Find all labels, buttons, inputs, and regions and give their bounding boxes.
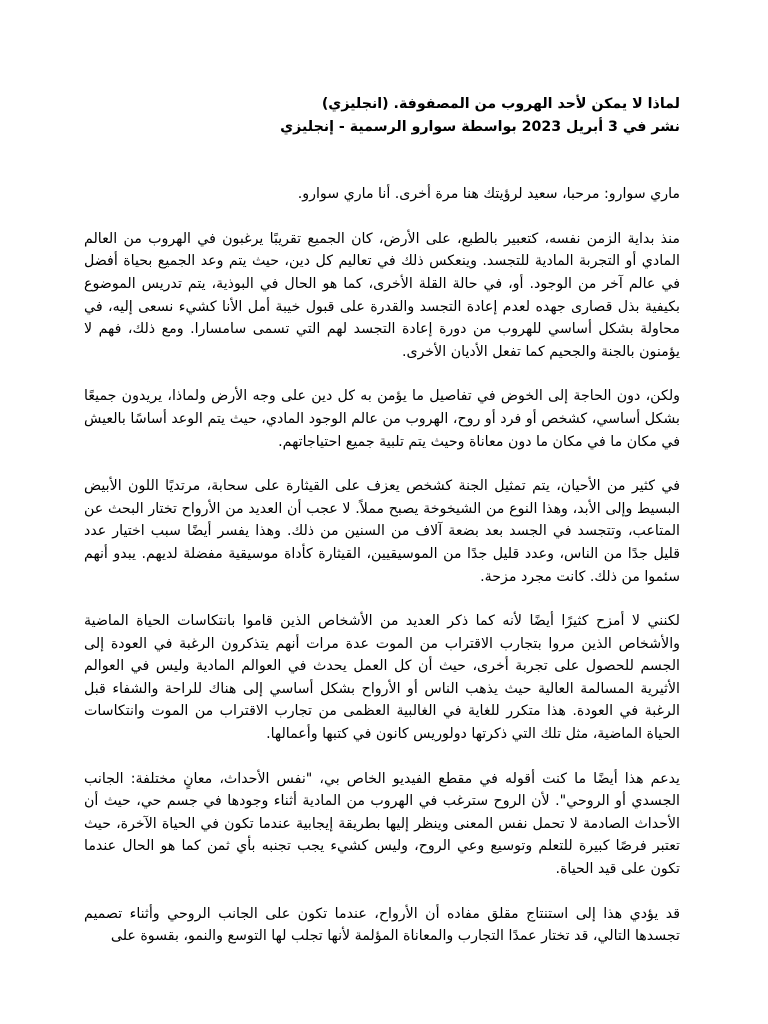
paragraph-1: منذ بداية الزمن نفسه، كتعبير بالطبع، على الأرض، كان الجميع تقريبًا يرغبون في الهروب من العالم المادي أو التجربة المادية للتجسد. وينعكس ذلك في تعاليم كل دين، حيث يتم وعد الجميع بحياة أفضل في عالم آخر من الوجود. أو، في حالة القلة الأخرى، كما هو الحال في البوذية، يتم تدريس الموضوع بكيفية بذل قصارى جهده لعدم إعادة التجسد والقدرة على قبول خيبة أمل الأنا كشيء نسعى إليه، في محاولة بشكل أساسي للهروب من دورة إعادة التجسد لهم التي تسمى سامسارا. ومع ذلك، فهم لا يؤمنون بالجنة والجحيم كما تفعل الأديان الأخرى. (84, 230, 680, 360)
document-title: لماذا لا يمكن لأحد الهروب من المصفوفة. (انجليزي) (321, 96, 680, 112)
paragraph-6: قد يؤدي هذا إلى استنتاج مقلق مفاده أن الأرواح، عندما تكون على الجانب الروحي وأثناء تصميم تجسدها التالي، قد تختار عمدًا التجارب والمعاناة المؤلمة لأنها تجلب لها التوسع والنمو، بقسوة على (84, 905, 680, 945)
paragraph-greeting: ماري سوارو: مرحبا، سعيد لرؤيتك هنا مرة أخرى. أنا ماري سوارو. (297, 186, 680, 203)
paragraph-3: في كثير من الأحيان، يتم تمثيل الجنة كشخص يعزف على القيثارة على سحابة، مرتديًا اللون الأبيض البسيط وإلى الأبد، وهذا النوع من الشيخوخة يصبح مملاً. لا عجب أن العديد من الأرواح تختار البحث عن المتاعب، وتتجسد في الجسد بعد بضعة آلاف من السنين من ذلك. وهذا يفسر أيضًا سبب اختيار عدد قليل جدًا من الناس، وعدد قليل جدًا من الموسيقيين، القيثارة كأداة موسيقية مفضلة لديهم. يبدو أنهم سئموا من ذلك. كانت مجرد مزحة. (84, 478, 680, 585)
paragraph-5: يدعم هذا أيضًا ما كنت أقوله في مقطع الفيديو الخاص بي، "نفس الأحداث، معانٍ مختلفة: الجانب الجسدي أو الروحي". لأن الروح سترغب في الهروب من المادية أثناء وجودها في جسم حي، حيث أن الأحداث الصادمة لا تحمل نفس المعنى وينظر إليها بطريقة إيجابية عندما تكون في الحياة الآخرة، حيث تعتبر فرصًا كبيرة للتعلم وتوسيع وعي الروح، وليس كشيء يجب تجنبه بأي ثمن كما هو الحال عندما تكون على قيد الحياة. (84, 770, 680, 878)
header-spacer (84, 138, 680, 183)
paragraph-2: ولكن، دون الحاجة إلى الخوض في تفاصيل ما يؤمن به كل دين على وجه الأرض ولماذا، يريدون جميعًا بشكل أساسي، كشخص أو فرد أو روح، الهروب من عالم الوجود المادي، حيث يتم الوعد أساسًا بالعيش في مكان ما في مكان ما دون معاناة وحيث يتم تلبية جميع احتياجاتهم. (84, 388, 680, 450)
document-byline: نشر في 3 أبريل 2023 بواسطة سوارو الرسمية - إنجليزي (280, 118, 680, 135)
paragraph-4: لكنني لا أمزح كثيرًا أيضًا لأنه كما ذكر العديد من الأشخاص الذين قاموا بانتكاسات الحياة الماضية والأشخاص الذين مروا بتجارب الاقتراب من الموت عدة مرات أنهم يتذكرون الرغبة في العودة إلى الجسم للحصول على تجربة أخرى، حيث أن كل العمل يحدث في العوالم المادية وليس في العوالم الأثيرية المسالمة العالية حيث يذهب الناس أو الأرواح بشكل أساسي إلى هناك للراحة والشفاء قبل الرغبة في العودة. هذا متكرر للغاية في الغالبية العظمى من تجارب الاقتراب من الموت وانتكاسات الحياة الماضية، مثل تلك التي ذكرتها دولوريس كانون في كتبها وأعمالها. (84, 613, 680, 743)
